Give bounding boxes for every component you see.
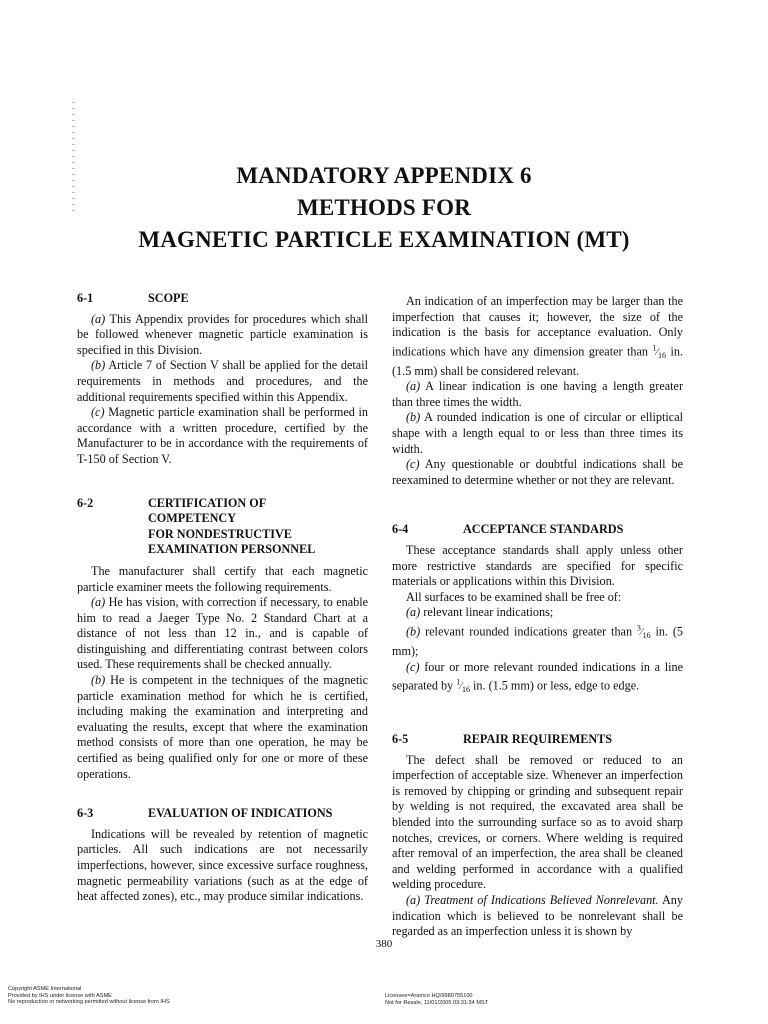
footer-left (8, 986, 170, 1006)
item-text: four or more relevant rounded indications in a line separated by (392, 659, 684, 693)
item-label: (b) (406, 624, 421, 639)
item-label: (c) (406, 659, 420, 674)
section-title: SCOPE (148, 291, 189, 305)
paragraph (392, 660, 683, 699)
fraction-denominator: 16 (461, 685, 470, 695)
paragraph (77, 595, 368, 673)
paragraph (392, 621, 683, 660)
paragraph: These acceptance standards shall apply unless other more restrictive standards are specified for specific materials or applications within this Division. (392, 543, 683, 589)
section-6-4-heading (392, 522, 683, 538)
item-text: relevant linear indications; (423, 605, 554, 620)
item-text: A rounded indication is one of circular or elliptical shape with a length equal to or less than three times its width. (392, 410, 683, 456)
page-number: 380 (375, 938, 393, 950)
item-label: (a) (406, 379, 421, 394)
item-label: (b) (406, 410, 421, 425)
item-text: in. (5 mm); (392, 624, 684, 658)
footer-line: Not for Resale, 11/01/2005 03:31:34 MST (385, 999, 489, 1006)
item-label: (c) (91, 405, 105, 420)
item-text: This Appendix provides for procedures which shall be followed whenever magnetic particle examination is specified in this Division. (77, 311, 368, 357)
section-6-2-heading (77, 496, 368, 558)
section-number: 6-3 (77, 806, 94, 821)
item-label: (b) (91, 358, 106, 373)
paragraph-text: in. (1.5 mm) shall be considered relevant. (392, 344, 683, 378)
fraction-numerator: 3 (636, 624, 641, 634)
fraction-denominator: 16 (642, 631, 651, 641)
section-6-1-heading (77, 291, 368, 307)
section-number: 6-4 (392, 522, 409, 537)
item-text: in. (1.5 mm) or less, edge to edge. (473, 678, 640, 693)
item-text: Article 7 of Section V shall be applied for the detail requirements in methods and procedures, and the additional requirements specified within this Appendix. (77, 358, 368, 404)
item-label: (a) (91, 311, 106, 326)
footer-line: Provided by IHS under license with ASME (8, 992, 112, 999)
item-text: He has vision, with correction if necessary, to enable him to read a Jaeger Type No. 2 Standard Chart at a distance of not less than 12 in., and is capable of distinguishing and differentiating contrast between colors used. These requirements shall be checked annually. (77, 595, 369, 672)
paragraph (77, 405, 368, 467)
paragraph (392, 605, 683, 621)
fraction-numerator: 1 (456, 678, 461, 688)
item-text: Any indication which is believed to be nonrelevant shall be regarded as an imperfection unless it is shown by (392, 892, 683, 939)
fraction: $^1⁄_{16}$ (652, 343, 667, 361)
section-6-3-heading (77, 806, 368, 822)
section-6-5-heading (392, 732, 683, 748)
section-title: EXAMINATION PERSONNEL (148, 542, 316, 557)
item-label: (a) (406, 605, 421, 620)
paragraph: All surfaces to be examined shall be free of: (406, 589, 622, 604)
paragraph: The manufacturer shall certify that each magnetic particle examiner meets the following requirements. (77, 563, 368, 594)
footer-line: Licensee=Aramco HQ/9980755100 (385, 993, 473, 999)
section-number: 6-1 (77, 291, 94, 305)
paragraph (392, 294, 683, 379)
item-text: Magnetic particle examination shall be performed in accordance with a written procedure, certified by the Manufacturer to be in accordance with the requirements of T-150 of Section V. (77, 405, 369, 466)
section-title: ACCEPTANCE STANDARDS (463, 522, 624, 537)
footer-line: Copyright ASME International (8, 986, 82, 992)
paragraph (392, 457, 683, 488)
item-label: (a) Treatment of Indications Believed Nonrelevant. (406, 892, 659, 907)
fraction: $^3⁄_{16}$ (636, 624, 651, 641)
item-text: He is competent in the techniques of the magnetic particle examination method for which he is certified, including making the examination and interpreting and evaluating the results, except that where the examination method consists of more than one operation, he may be certified as being qualified only for one or more of these operations. (77, 673, 368, 781)
right-column (392, 294, 683, 940)
paragraph (77, 673, 368, 782)
title-line-1: MANDATORY APPENDIX 6 (236, 163, 532, 188)
section-title: COMPETENCY (148, 511, 237, 526)
left-column (77, 291, 368, 905)
paragraph-text: An indication of an imperfection may be larger than the imperfection that causes it; however, the size of the indication is the basis for acceptance evaluation. Only indications which have any dimension greater than (392, 294, 683, 359)
item-text: relevant rounded indications greater than (425, 624, 633, 639)
section-number: 6-5 (392, 732, 409, 747)
footer-line: No reproduction or networking permitted without license from IHS (8, 999, 170, 1006)
section-number: 6-2 (77, 495, 94, 510)
item-text: Any questionable or doubtful indications shall be reexamined to determine whether or not they are relevant. (392, 457, 683, 487)
item-label: (b) (91, 673, 106, 688)
item-label: (c) (406, 457, 420, 472)
paragraph (77, 358, 368, 405)
section-title: FOR NONDESTRUCTIVE (148, 526, 292, 541)
section-title: CERTIFICATION OF (148, 495, 267, 510)
fraction-numerator: 1 (652, 343, 657, 353)
section-title: REPAIR REQUIREMENTS (463, 732, 613, 747)
title-line-3: MAGNETIC PARTICLE EXAMINATION (MT) (138, 227, 630, 252)
footer-right (385, 993, 488, 1006)
fraction-denominator: 16 (658, 351, 667, 361)
paragraph (392, 893, 683, 940)
section-title: EVALUATION OF INDICATIONS (148, 806, 333, 821)
item-text: A linear indication is one having a length greater than three times the width. (392, 379, 683, 409)
paragraph (392, 410, 683, 457)
paragraph (392, 379, 683, 410)
item-label: (a) (91, 595, 106, 610)
title-line-2: METHODS FOR (296, 195, 472, 220)
paragraph: Indications will be revealed by retention of magnetic particles. All such indications are not necessarily imperfections, however, since excessive surface roughness, magnetic permeability variations (such as at the edge of heat affected zones), etc., may produce similar indications. (77, 826, 368, 904)
paragraph: The defect shall be removed or reduced to an imperfection of acceptable size. Whenever an imperfection is removed by chipping or grinding and subsequent repair by welding is not required, the excavated area shall be blended into the surrounding surface so as to avoid sharp notches, crevices, or corners. Where welding is required after removal of an imperfection, the area shall be cleaned and welding performed in accordance with a qualified welding procedure. (392, 752, 683, 892)
fraction: $^1⁄_{16}$ (456, 678, 470, 695)
paragraph (77, 312, 368, 359)
